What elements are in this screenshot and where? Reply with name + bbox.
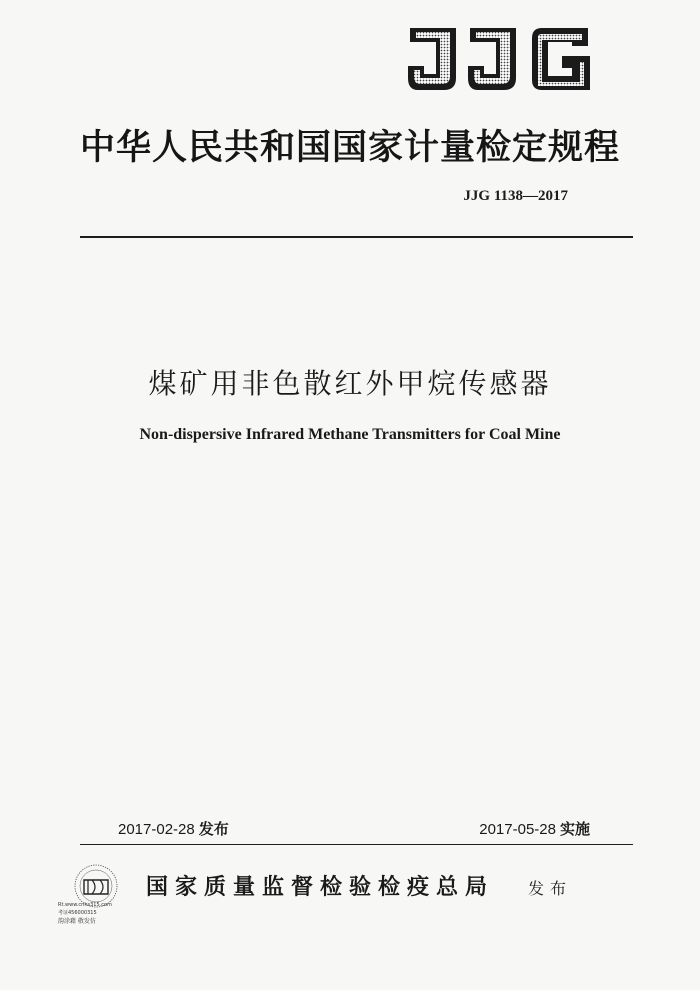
title-english: Non-dispersive Infrared Methane Transmitters for Coal Mine bbox=[139, 426, 561, 443]
stamp-id: 考证456000315 bbox=[58, 910, 97, 916]
implementation-date bbox=[479, 818, 590, 839]
stamp-url: Rt.www.cnhs315.com bbox=[58, 902, 112, 908]
publisher-name: 国家质量监督检验检疫总局 bbox=[146, 874, 495, 900]
implementation-date-value: 2017-05-28 bbox=[479, 821, 556, 838]
issue-date-value: 2017-02-28 bbox=[118, 821, 195, 838]
jjg-logo bbox=[404, 22, 594, 96]
stamp-signature: 韵涂藉 敬发仿 bbox=[58, 918, 96, 925]
document-type-heading: 中华人民共和国国家计量检定规程 bbox=[79, 127, 620, 168]
logo-letter-j1 bbox=[408, 28, 456, 90]
logo-letter-g bbox=[532, 28, 590, 90]
issue-date bbox=[118, 818, 229, 839]
title-chinese: 煤矿用非色散红外甲烷传感器 bbox=[148, 367, 552, 400]
document-number: JJG 1138—2017 bbox=[463, 188, 568, 204]
issue-date-label: 发布 bbox=[198, 820, 229, 838]
top-divider bbox=[80, 236, 633, 238]
bottom-divider bbox=[80, 844, 633, 845]
publisher-action: 发布 bbox=[528, 879, 573, 898]
implementation-date-label: 实施 bbox=[559, 820, 590, 838]
logo-letter-j2 bbox=[468, 28, 516, 90]
